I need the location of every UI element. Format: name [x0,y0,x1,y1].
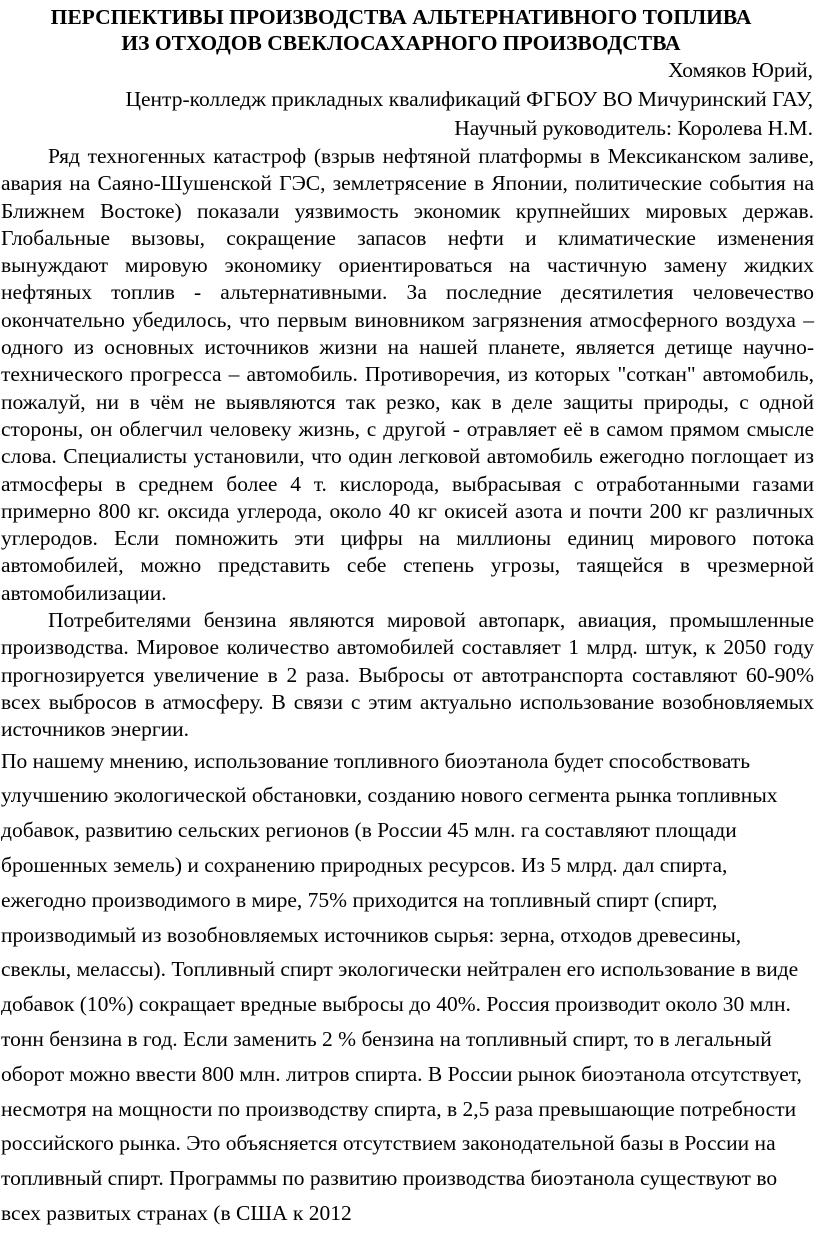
title-line-1: ПЕРСПЕКТИВЫ ПРОИЗВОДСТВА АЛЬТЕРНАТИВНОГО ТОПЛИВА [50,5,752,29]
author-name: Хомяков Юрий, [668,58,813,82]
title-line-2: ИЗ ОТХОДОВ СВЕКЛОСАХАРНОГО ПРОИЗВОДСТВА [121,31,681,55]
author-block [0,56,816,143]
document-title [0,4,816,56]
paragraph-3: По нашему мнению, использование топливного биоэтанола будет способствовать улучшению экологической обстановки, созданию нового сегмента рынка топливных добавок, развитию сельских регионов (в России 45 млн. га составляют площади брошенных земель) и сохранению природных ресурсов. Из 5 млрд. дал спирта, ежегодно производимого в мире, 75% приходится на топливный спирт (спирт, производимый из возобновляемых источников сырья: зерна, отходов древесины, свеклы, мелассы). Топливный спирт экологически нейтрален его использование в виде добавок (10%) сокращает вредные выбросы до 40%. Россия производит около 30 млн. тонн бензина в год. Если заменить 2 % бензина на топливный спирт, то в легальный оборот можно ввести 800 млн. литров спирта. В России рынок биоэтанола отсутствует, несмотря на мощности по производству спирта, в 2,5 раза превышающие потребности российского рынка. Это объясняется отсутствием законодательной базы в России на топливный спирт. Программы по развитию производства биоэтанола существуют во всех развитых странах (в США к 2012 [1,748,802,1225]
scientific-supervisor: Научный руководитель: Королева Н.М. [454,116,813,140]
author-affiliation: Центр-колледж прикладных квалификаций ФГБОУ ВО Мичуринский ГАУ, [125,87,813,111]
paragraph-2: Потребителями бензина являются мировой автопарк, авиация, промышленные производства. Мировое количество автомобилей составляет 1 млрд. штук, к 2050 году прогнозируется увеличение в 2 раза. Выбросы от автотранспорта составляют 60-90% всех выбросов в атмосферу. В связи с этим актуально использование возобновляемых источников энергии. [1,608,814,742]
paragraph-1: Ряд техногенных катастроф (взрыв нефтяной платформы в Мексиканском заливе, авария на Саяно-Шушенской ГЭС, землетрясение в Японии, политические события на Ближнем Востоке) показали уязвимость экономик крупнейших мировых держав. Глобальные вызовы, сокращение запасов нефти и климатические изменения вынуждают мировую экономику ориентироваться на частичную замену жидких нефтяных топлив - альтернативными. За последние десятилетия человечество окончательно убедилось, что первым виновником загрязнения атмосферного воздуха – одного из основных источников жизни на нашей планете, является детище научно-технического прогресса – автомобиль. Противоречия, из которых "соткан" автомобиль, пожалуй, ни в чём не выявляются так резко, как в деле защиты природы, с одной стороны, он облегчил человеку жизнь, с другой - отравляет её в самом прямом смысле слова. Специалисты установили, что один легковой автомобиль ежегодно поглощает из атмосферы в среднем более 4 т. кислорода, выбрасывая с отработанными газами примерно 800 кг. оксида углерода, около 40 кг окисей азота и почти 200 кг различных углеродов. Если помножить эти цифры на миллионы единиц мирового потока автомобилей, можно представить себе степень угрозы, таящейся в чрезмерной автомобилизации. [1,144,814,605]
